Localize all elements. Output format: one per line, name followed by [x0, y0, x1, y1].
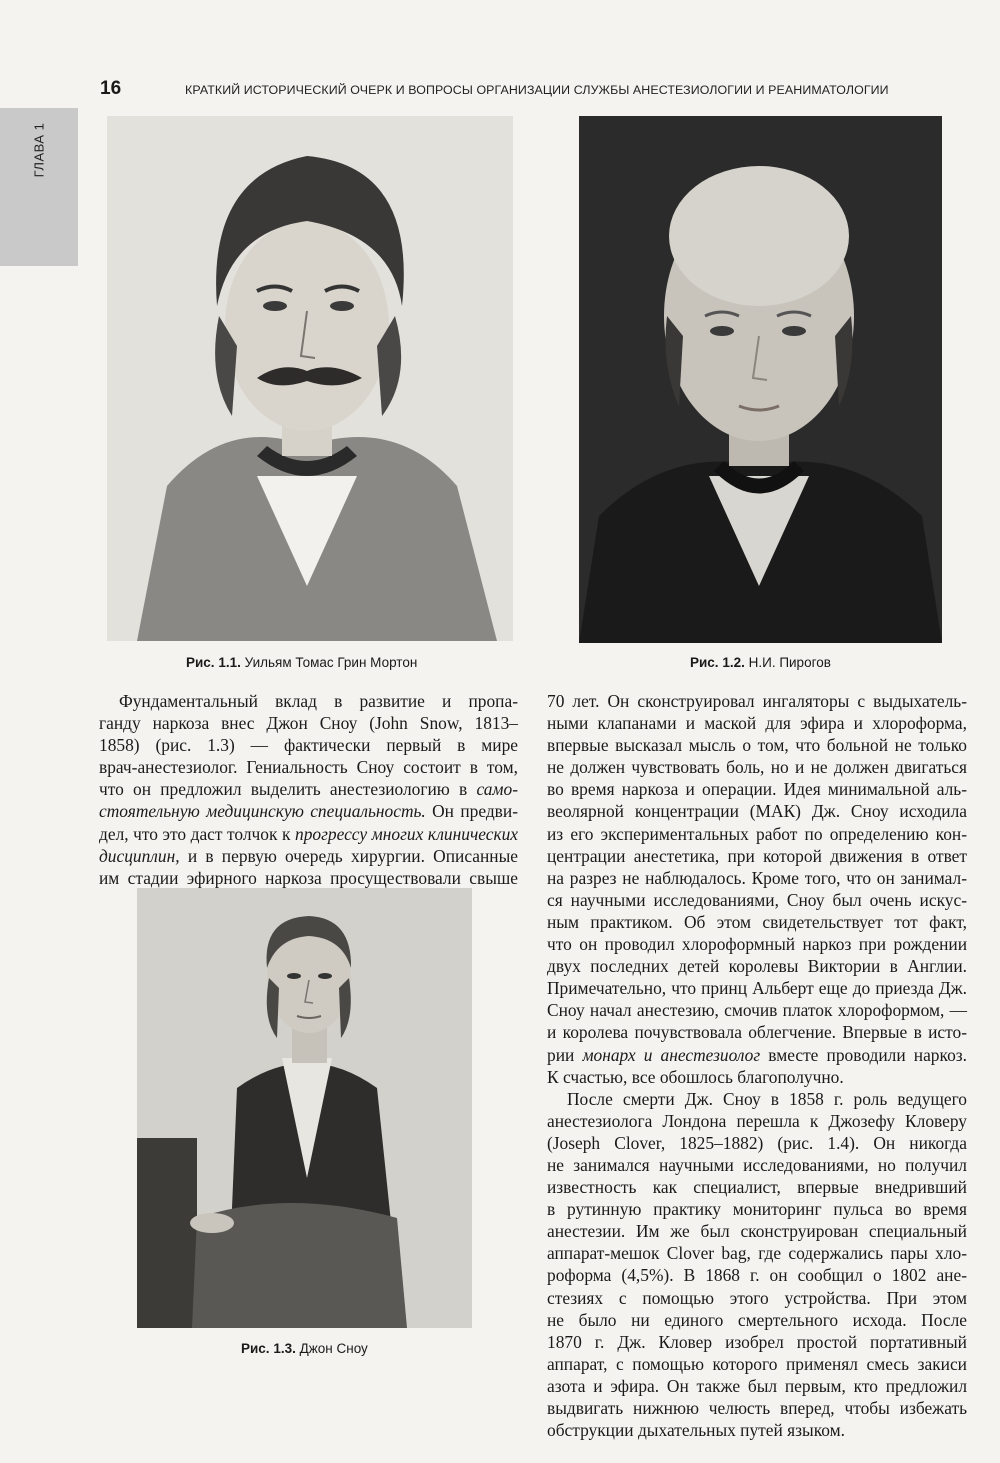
text-line: не было ни единого смертельного исхода. После	[547, 1309, 967, 1330]
text-line: 70 лет. Он сконструировал ингаляторы с выдыхатель-	[547, 691, 967, 711]
figure-1-1-portrait	[107, 116, 513, 641]
text-line: и королева почувствовала облегчение. Впервые в исто-	[547, 1022, 967, 1043]
text-span: рии	[547, 1044, 575, 1065]
text-line	[99, 778, 518, 800]
text-line: Примечательно, что принц Альберт еще до приезда Дж.	[547, 978, 967, 999]
figure-1-1-label: Рис. 1.1.	[186, 655, 241, 670]
text-line: впервые высказал мысль о том, что больной не только	[547, 735, 967, 756]
text-line: в рутинную практику мониторинг пульса во время	[547, 1199, 967, 1220]
figure-1-3-portrait	[137, 888, 472, 1328]
text-line: Фундаментальный вклад в развитие и пропа-	[119, 691, 518, 711]
text-line: ганду наркоза внес Джон Сноу (John Snow, 1813–	[99, 713, 518, 734]
figure-1-3-caption	[241, 1341, 368, 1356]
left-column-text	[99, 690, 518, 889]
text-line	[99, 800, 518, 822]
figure-1-1-caption	[186, 655, 417, 670]
text-line	[99, 845, 518, 867]
text-line: 1870 г. Дж. Кловер изобрел простой портативный	[547, 1331, 967, 1352]
text-line: веолярной концентрации (МАК) Дж. Сноу исходила	[547, 801, 967, 822]
text-line: Сноу начал анестезию, смочив платок хлороформом, —	[547, 1000, 967, 1021]
text-line: азота и эфира. Он также был первым, кто предложил	[547, 1375, 967, 1396]
text-line	[547, 1044, 967, 1066]
text-line: ным практиком. Об этом свидетельствует тот факт,	[547, 911, 967, 932]
text-span: и в первую очередь хирургии. Описанные	[187, 845, 518, 866]
text-line: ся научными исследованиями, Сноу был очень искус-	[547, 889, 967, 910]
figure-1-2-portrait	[579, 116, 942, 643]
text-span: вместе проводили наркоз.	[768, 1044, 967, 1065]
text-line: двух последних детей королевы Виктории в Англии.	[547, 956, 967, 977]
chapter-tab-label: ГЛАВА 1	[31, 122, 47, 178]
figure-1-3-label: Рис. 1.3.	[241, 1341, 296, 1356]
text-line: К счастью, все обошлось благополучно.	[547, 1066, 844, 1087]
text-line: из его экспериментальных работ по определению кон-	[547, 823, 967, 844]
text-line: стезиях с помощью этого устройства. При этом	[547, 1287, 967, 1308]
text-line: анестезиолога Лондона перешла к Джозефу Кловеру	[547, 1110, 967, 1131]
text-line: обструкции дыхательных путей языком.	[547, 1420, 845, 1441]
text-line: что он проводил хлороформный наркоз при рождении	[547, 934, 967, 955]
text-line: известность как специалист, впервые внедривший	[547, 1177, 967, 1198]
text-line: роформа (4,5%). В 1868 г. он сообщил о 1802 ане-	[547, 1265, 967, 1286]
text-line: врач-анестезиолог. Гениальность Сноу состоит в том,	[99, 757, 518, 778]
text-line: во время наркоза и операции. Идея минимальной аль-	[547, 779, 967, 800]
text-line: аппарат, с помощью которого применял смесь закиси	[547, 1353, 967, 1374]
text-line: не должен чувствовать боль, но и не должен двигаться	[547, 757, 967, 778]
italic-span: стоятельную медицинскую специальность.	[99, 801, 426, 822]
italic-span: прогрессу многих клинических	[295, 823, 518, 844]
figure-1-2-caption	[690, 655, 831, 670]
text-span: дел, что это даст толчок к	[99, 823, 291, 844]
text-line: аппарат-мешок Clover bag, где содержались пары хло-	[547, 1243, 967, 1264]
figure-1-2-text: Н.И. Пирогов	[748, 655, 831, 670]
text-line: ными клапанами и маской для эфира и хлороформа,	[547, 713, 967, 734]
text-line: После смерти Дж. Сноу в 1858 г. роль ведущего	[567, 1088, 967, 1109]
italic-span: само-	[476, 779, 518, 800]
text-span: Он предви-	[432, 801, 518, 822]
text-line: не занимался научными исследованиями, но получил	[547, 1154, 967, 1175]
page-number: 16	[100, 78, 122, 99]
figure-1-3-text: Джон Сноу	[299, 1341, 368, 1356]
right-column-text	[547, 690, 967, 1441]
text-line: 1858) (рис. 1.3) — фактически первый в мире	[99, 735, 518, 756]
text-line: (Joseph Clover, 1825–1882) (рис. 1.4). Он никогда	[547, 1132, 967, 1153]
figure-1-1-text: Уильям Томас Грин Мортон	[244, 655, 418, 670]
text-span: что он предложил выделить анестезиологию в	[99, 779, 468, 800]
text-line: выдвигать нижнюю челюсть вперед, чтобы избежать	[547, 1398, 967, 1418]
italic-span: монарх и анестезиолог	[582, 1044, 761, 1065]
text-line: центрации анестетика, при которой движения в ответ	[547, 845, 967, 866]
text-line	[99, 823, 518, 845]
text-line: на разрез не наблюдалось. Кроме того, что он занимал-	[547, 867, 967, 888]
text-line: анестезии. Им же был сконструирован специальный	[547, 1221, 967, 1242]
italic-span: дисциплин,	[99, 845, 180, 866]
text-line: им стадии эфирного наркоза просуществовали свыше	[99, 867, 518, 888]
running-title: КРАТКИЙ ИСТОРИЧЕСКИЙ ОЧЕРК И ВОПРОСЫ ОРГАНИЗАЦИИ СЛУЖБЫ АНЕСТЕЗИОЛОГИИ И РЕАНИМАТОЛОГИИ	[185, 83, 889, 97]
figure-1-2-label: Рис. 1.2.	[690, 655, 745, 670]
